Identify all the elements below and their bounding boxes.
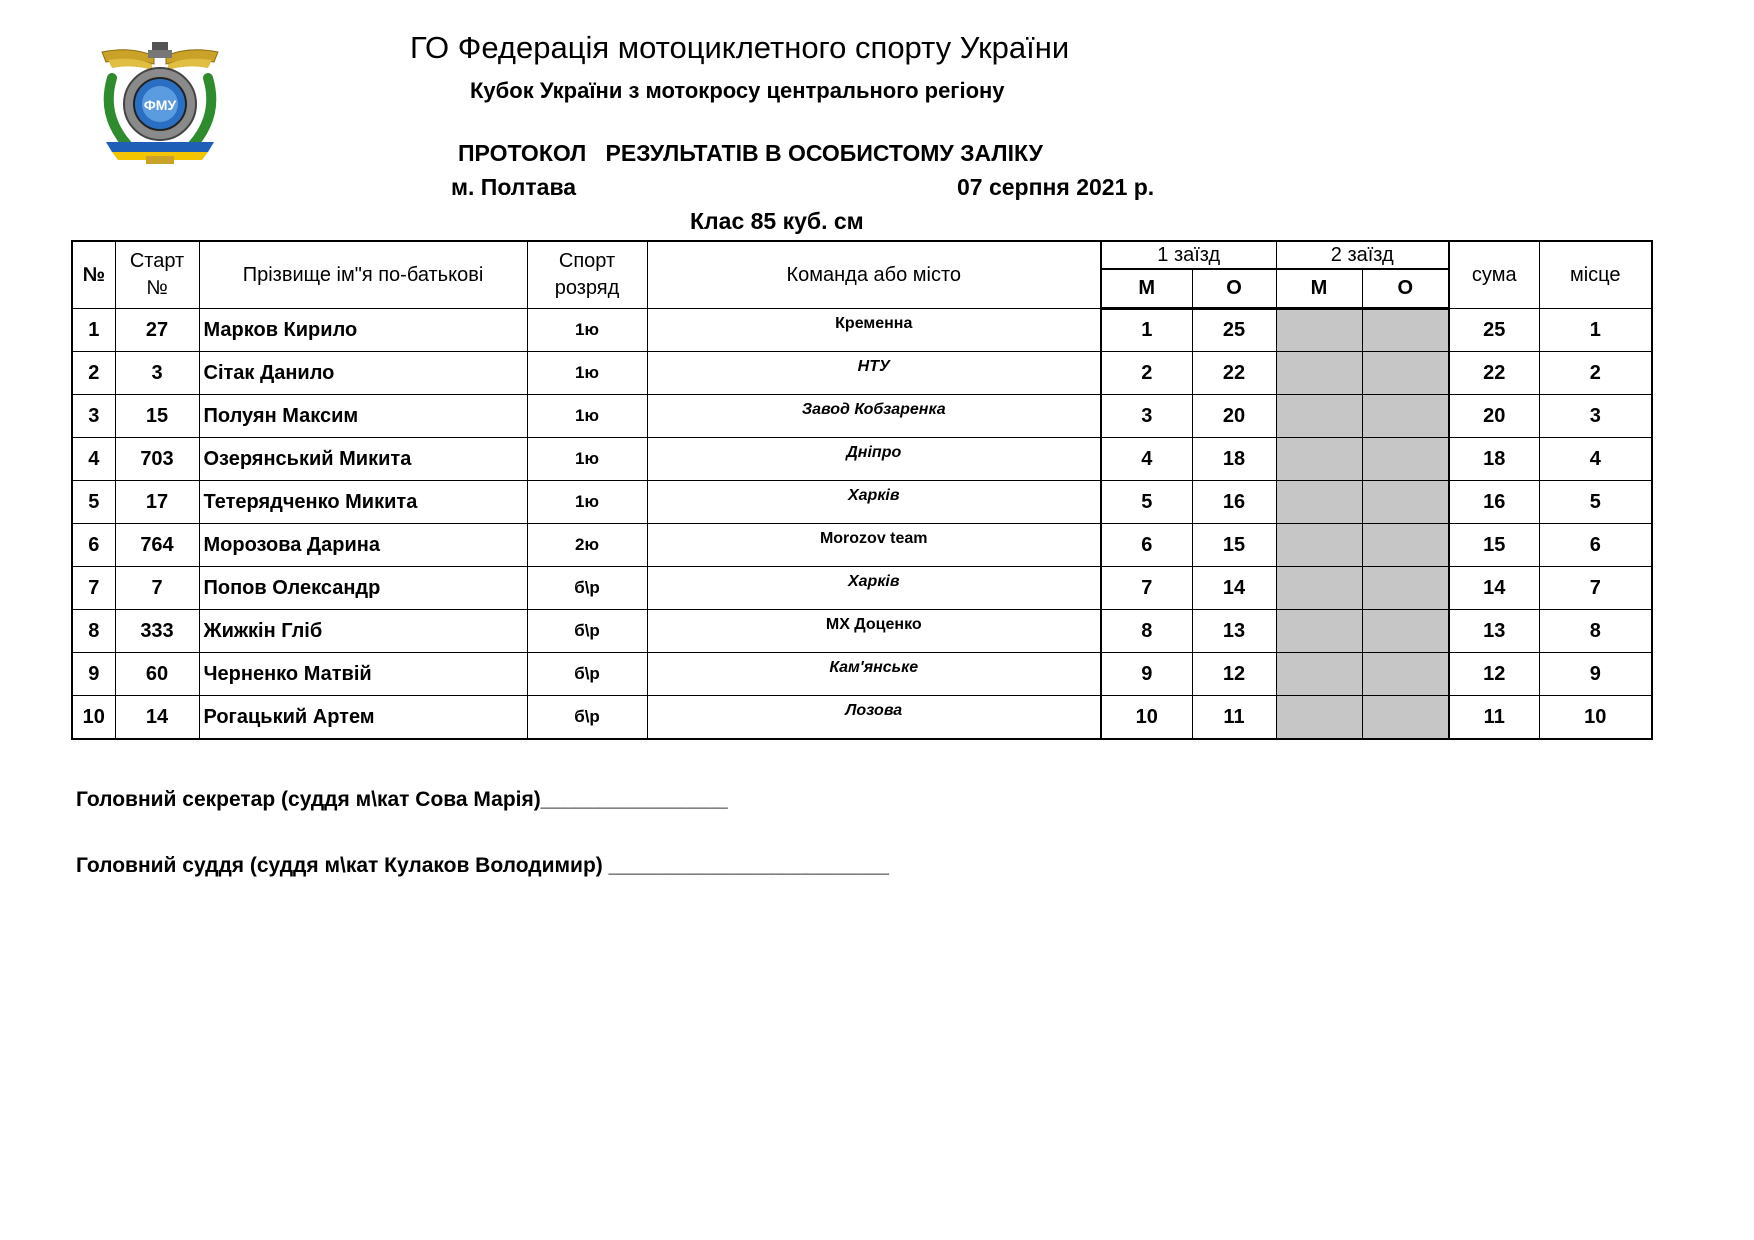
col-num-header: № bbox=[72, 241, 115, 309]
cell-race2-m bbox=[1276, 352, 1362, 395]
cell-rank: 1ю bbox=[527, 481, 647, 524]
col-rank-sub-label: розряд bbox=[554, 277, 620, 299]
cell-race2-o bbox=[1362, 610, 1449, 653]
cell-race2-o bbox=[1362, 352, 1449, 395]
cell-rank: б\р bbox=[527, 567, 647, 610]
event-date: 07 серпня 2021 р. bbox=[957, 174, 1155, 200]
col-start-header bbox=[115, 241, 199, 309]
cell-rank: б\р bbox=[527, 696, 647, 740]
cell-race2-m bbox=[1276, 610, 1362, 653]
secretary-signature-line: Головний секретар (суддя м\кат Сова Марія)________________ bbox=[76, 788, 728, 811]
cell-num: 6 bbox=[72, 524, 115, 567]
col-race1-header: 1 заїзд bbox=[1101, 241, 1276, 269]
cell-race2-o bbox=[1362, 524, 1449, 567]
cell-num: 2 bbox=[72, 352, 115, 395]
cell-name: Черненко Матвій bbox=[199, 653, 527, 696]
cell-race2-m bbox=[1276, 438, 1362, 481]
cell-team: Харків bbox=[647, 481, 1101, 524]
cell-race1-m: 3 bbox=[1101, 395, 1192, 438]
cell-race1-o: 15 bbox=[1192, 524, 1276, 567]
cell-start: 60 bbox=[115, 653, 199, 696]
cell-race1-m: 10 bbox=[1101, 696, 1192, 740]
cell-race1-o: 11 bbox=[1192, 696, 1276, 740]
event-city: м. Полтава bbox=[451, 174, 577, 200]
cell-race2-o bbox=[1362, 395, 1449, 438]
table-row bbox=[72, 309, 1652, 352]
cell-sum: 18 bbox=[1449, 438, 1539, 481]
cell-place: 9 bbox=[1539, 653, 1652, 696]
cell-num: 4 bbox=[72, 438, 115, 481]
cell-place: 10 bbox=[1539, 696, 1652, 740]
cell-name: Тетерядченко Микита bbox=[199, 481, 527, 524]
cell-race1-o: 22 bbox=[1192, 352, 1276, 395]
cell-race2-m bbox=[1276, 524, 1362, 567]
cell-rank: б\р bbox=[527, 653, 647, 696]
cell-start: 7 bbox=[115, 567, 199, 610]
cell-name: Морозова Дарина bbox=[199, 524, 527, 567]
col-race2-o-header: О bbox=[1362, 269, 1449, 309]
cell-sum: 16 bbox=[1449, 481, 1539, 524]
class-label: Клас 85 куб. см bbox=[690, 208, 864, 234]
cell-start: 3 bbox=[115, 352, 199, 395]
cell-race2-m bbox=[1276, 653, 1362, 696]
cell-race1-m: 1 bbox=[1101, 309, 1192, 352]
cell-team: Харків bbox=[647, 567, 1101, 610]
cell-name: Рогацький Артем bbox=[199, 696, 527, 740]
page-title: ГО Федерація мотоциклетного спорту України bbox=[410, 30, 1070, 65]
cell-sum: 12 bbox=[1449, 653, 1539, 696]
cell-race1-o: 25 bbox=[1192, 309, 1276, 352]
cell-team: Дніпро bbox=[647, 438, 1101, 481]
cell-race2-o bbox=[1362, 309, 1449, 352]
col-race2-header: 2 заїзд bbox=[1276, 241, 1449, 269]
cell-place: 5 bbox=[1539, 481, 1652, 524]
protocol-heading: ПРОТОКОЛ РЕЗУЛЬТАТІВ В ОСОБИСТОМУ ЗАЛІКУ bbox=[458, 140, 1043, 166]
cell-sum: 14 bbox=[1449, 567, 1539, 610]
table-row bbox=[72, 653, 1652, 696]
cell-num: 10 bbox=[72, 696, 115, 740]
table-row bbox=[72, 524, 1652, 567]
table-row bbox=[72, 438, 1652, 481]
cell-place: 1 bbox=[1539, 309, 1652, 352]
cell-race1-o: 12 bbox=[1192, 653, 1276, 696]
cell-name: Сітак Данило bbox=[199, 352, 527, 395]
cell-num: 5 bbox=[72, 481, 115, 524]
cell-place: 3 bbox=[1539, 395, 1652, 438]
cell-race1-m: 5 bbox=[1101, 481, 1192, 524]
cell-place: 2 bbox=[1539, 352, 1652, 395]
cell-sum: 15 bbox=[1449, 524, 1539, 567]
cell-place: 4 bbox=[1539, 438, 1652, 481]
cell-rank: 2ю bbox=[527, 524, 647, 567]
cell-race2-m bbox=[1276, 481, 1362, 524]
col-sum-header: сума bbox=[1449, 241, 1539, 309]
cell-start: 764 bbox=[115, 524, 199, 567]
cell-team: НТУ bbox=[647, 352, 1101, 395]
cell-start: 333 bbox=[115, 610, 199, 653]
cell-race2-o bbox=[1362, 481, 1449, 524]
cell-name: Озерянський Микита bbox=[199, 438, 527, 481]
cell-race1-m: 8 bbox=[1101, 610, 1192, 653]
cell-race2-o bbox=[1362, 653, 1449, 696]
cell-place: 6 bbox=[1539, 524, 1652, 567]
col-start-num-label: № bbox=[146, 277, 168, 299]
cell-place: 7 bbox=[1539, 567, 1652, 610]
cell-start: 27 bbox=[115, 309, 199, 352]
cell-rank: 1ю bbox=[527, 352, 647, 395]
cell-race1-m: 6 bbox=[1101, 524, 1192, 567]
col-rank-label: Спорт bbox=[558, 250, 616, 272]
cell-name: Попов Олександр bbox=[199, 567, 527, 610]
col-race1-o-header: О bbox=[1192, 269, 1276, 309]
cell-start: 703 bbox=[115, 438, 199, 481]
cell-team: Кременна bbox=[647, 309, 1101, 352]
cell-sum: 13 bbox=[1449, 610, 1539, 653]
col-start-label: Старт bbox=[129, 250, 185, 272]
cell-race2-m bbox=[1276, 696, 1362, 740]
cell-rank: 1ю bbox=[527, 309, 647, 352]
cell-race2-o bbox=[1362, 438, 1449, 481]
cell-race1-o: 13 bbox=[1192, 610, 1276, 653]
cell-rank: 1ю bbox=[527, 395, 647, 438]
cell-sum: 20 bbox=[1449, 395, 1539, 438]
cell-race1-m: 7 bbox=[1101, 567, 1192, 610]
cell-race1-o: 20 bbox=[1192, 395, 1276, 438]
cell-name: Полуян Максим bbox=[199, 395, 527, 438]
fmu-emblem-logo bbox=[92, 38, 228, 168]
results-table bbox=[71, 240, 1653, 740]
cell-rank: 1ю bbox=[527, 438, 647, 481]
cell-race2-m bbox=[1276, 309, 1362, 352]
cell-sum: 25 bbox=[1449, 309, 1539, 352]
cell-start: 17 bbox=[115, 481, 199, 524]
table-row bbox=[72, 481, 1652, 524]
cell-rank: б\р bbox=[527, 610, 647, 653]
col-race1-m-header: М bbox=[1101, 269, 1192, 309]
cell-race1-m: 9 bbox=[1101, 653, 1192, 696]
col-race2-m-header: М bbox=[1276, 269, 1362, 309]
table-row bbox=[72, 696, 1652, 740]
col-team-header: Команда або місто bbox=[647, 241, 1101, 309]
cell-num: 9 bbox=[72, 653, 115, 696]
logo-text: ФМУ bbox=[143, 97, 177, 113]
cell-name: Жижкін Гліб bbox=[199, 610, 527, 653]
cell-team: Лозова bbox=[647, 696, 1101, 740]
table-row bbox=[72, 352, 1652, 395]
table-row bbox=[72, 395, 1652, 438]
cell-race2-m bbox=[1276, 567, 1362, 610]
cell-team: Morozov team bbox=[647, 524, 1101, 567]
col-rank-header bbox=[527, 241, 647, 309]
cell-race1-m: 2 bbox=[1101, 352, 1192, 395]
cell-race1-o: 18 bbox=[1192, 438, 1276, 481]
table-row bbox=[72, 610, 1652, 653]
table-row bbox=[72, 567, 1652, 610]
cell-race1-o: 14 bbox=[1192, 567, 1276, 610]
cell-num: 8 bbox=[72, 610, 115, 653]
cell-num: 1 bbox=[72, 309, 115, 352]
cell-race1-m: 4 bbox=[1101, 438, 1192, 481]
cell-team: МХ Доценко bbox=[647, 610, 1101, 653]
cell-race2-m bbox=[1276, 395, 1362, 438]
cell-num: 7 bbox=[72, 567, 115, 610]
cell-num: 3 bbox=[72, 395, 115, 438]
col-name-header: Прізвище ім"я по-батькові bbox=[199, 241, 527, 309]
cell-team: Кам'янське bbox=[647, 653, 1101, 696]
cell-name: Марков Кирило bbox=[199, 309, 527, 352]
cell-sum: 11 bbox=[1449, 696, 1539, 740]
judge-signature-line: Головний суддя (суддя м\кат Кулаков Володимир) ________________________ bbox=[76, 854, 889, 877]
cell-race2-o bbox=[1362, 567, 1449, 610]
cell-start: 14 bbox=[115, 696, 199, 740]
cell-race1-o: 16 bbox=[1192, 481, 1276, 524]
cell-sum: 22 bbox=[1449, 352, 1539, 395]
cell-team: Завод Кобзаренка bbox=[647, 395, 1101, 438]
cell-race2-o bbox=[1362, 696, 1449, 740]
cell-start: 15 bbox=[115, 395, 199, 438]
col-place-header: місце bbox=[1539, 241, 1652, 309]
cell-place: 8 bbox=[1539, 610, 1652, 653]
event-subtitle: Кубок України з мотокросу центрального регіону bbox=[470, 78, 1005, 103]
